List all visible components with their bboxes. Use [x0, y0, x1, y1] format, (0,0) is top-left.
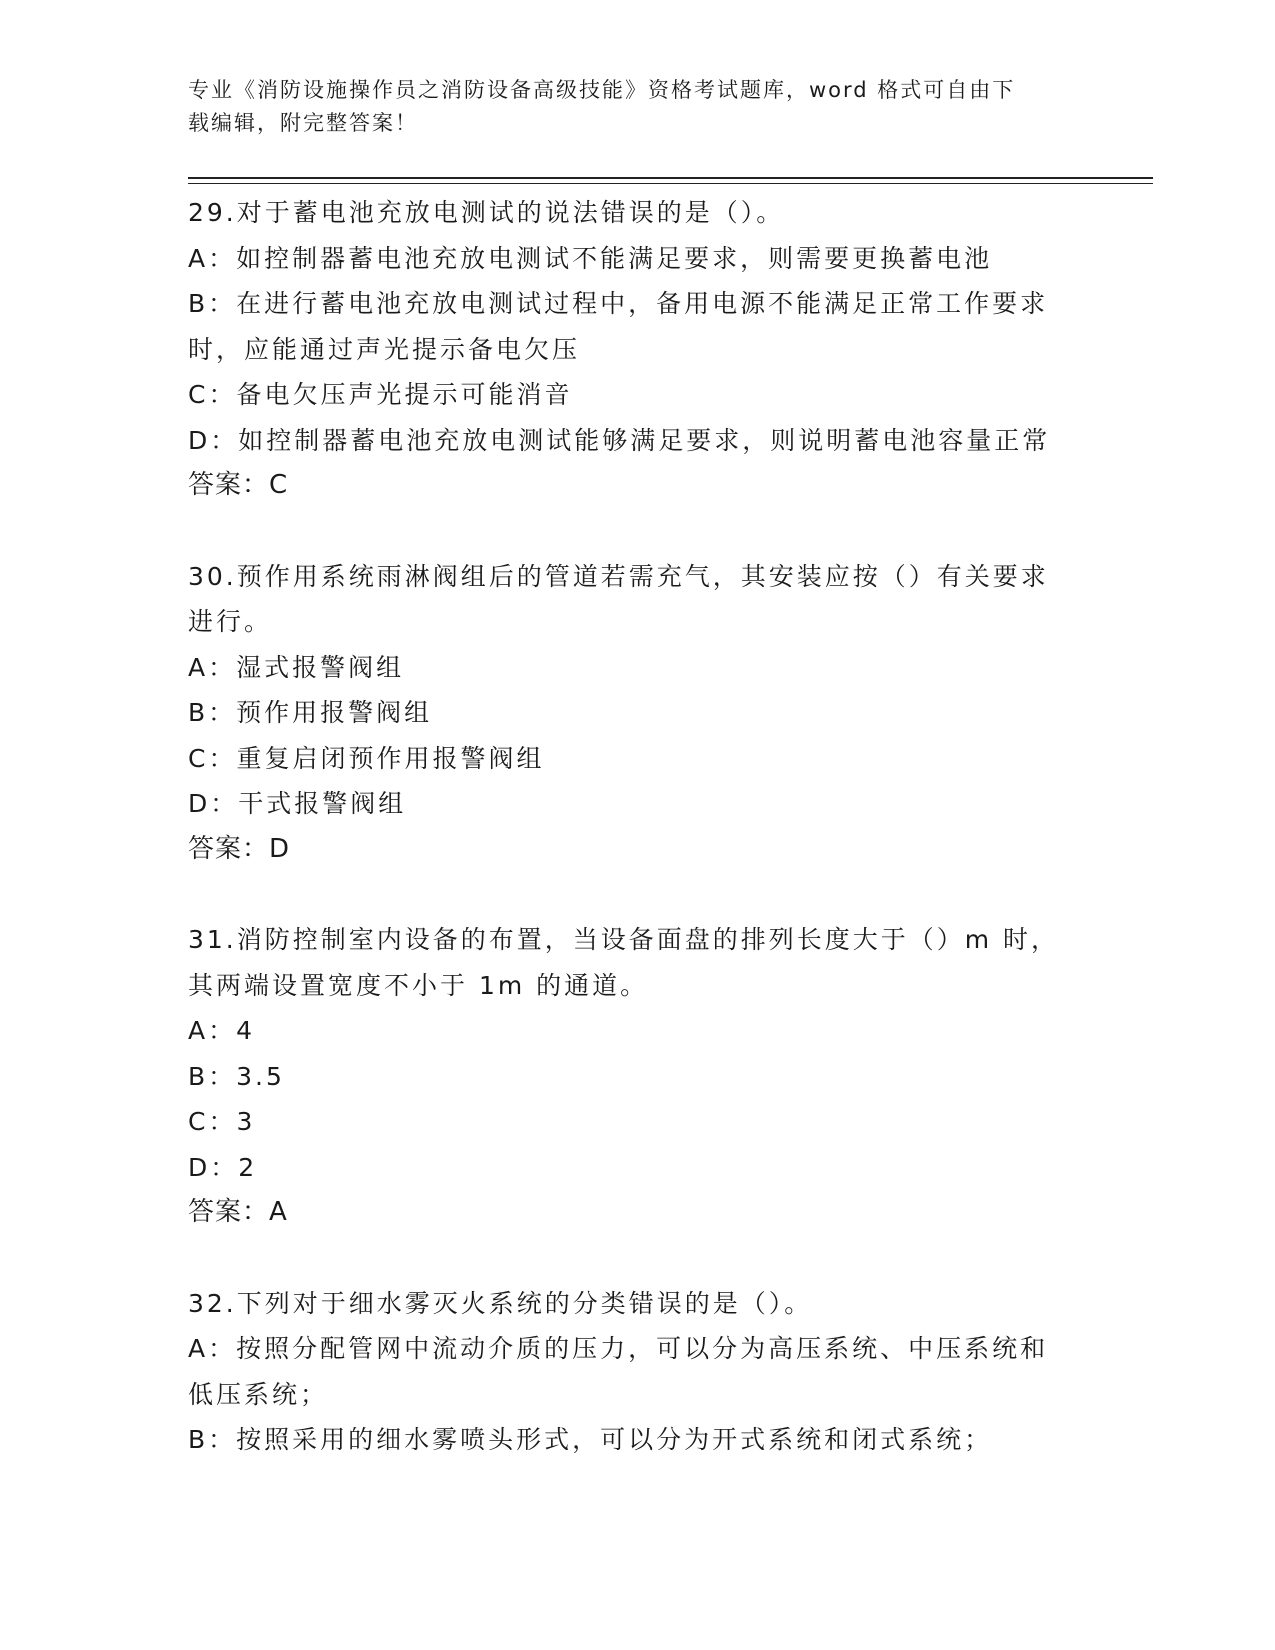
- answer: 答案：C: [188, 470, 289, 500]
- option-b: B：3.5: [188, 1061, 285, 1091]
- question-32: [188, 1281, 1083, 1463]
- option-a: A：4: [188, 1016, 256, 1045]
- answer: 答案：D: [188, 833, 291, 864]
- option-c: C：备电欠压声光提示可能消音: [188, 380, 573, 409]
- option-d: D：2: [188, 1152, 258, 1182]
- option-a: A：湿式报警阀组: [188, 652, 405, 682]
- question-spacer: [188, 1236, 1083, 1281]
- option-b-continued: 时，应能通过声光提示备电欠压: [188, 334, 581, 364]
- option-c: C：3: [188, 1107, 256, 1136]
- document-header: [188, 74, 1078, 140]
- option-d: D：如控制器蓄电池充放电测试能够满足要求，则说明蓄电池容量正常: [188, 425, 1051, 455]
- header-line-1: 专业《消防设施操作员之消防设备高级技能》资格考试题库，word 格式可自由下: [188, 78, 1016, 102]
- question-spacer: [188, 872, 1083, 917]
- question-29: [188, 190, 1083, 509]
- header-line-2: 载编辑，附完整答案！: [188, 111, 418, 135]
- option-b: B：预作用报警阀组: [188, 698, 433, 727]
- option-b: B：按照采用的细水雾喷头形式，可以分为开式系统和闭式系统；: [188, 1425, 993, 1454]
- option-b: B：在进行蓄电池充放电测试过程中，备用电源不能满足正常工作要求: [188, 289, 1049, 318]
- question-30: [188, 554, 1083, 873]
- question-spacer: [188, 509, 1083, 554]
- option-c: C：重复启闭预作用报警阀组: [188, 743, 545, 773]
- question-stem: 32.下列对于细水雾灭火系统的分类错误的是（）。: [188, 1288, 813, 1318]
- option-d: D：干式报警阀组: [188, 789, 407, 818]
- option-a: A：按照分配管网中流动介质的压力，可以分为高压系统、中压系统和: [188, 1334, 1049, 1363]
- option-a: A：如控制器蓄电池充放电测试不能满足要求，则需要更换蓄电池: [188, 243, 993, 273]
- question-stem-continued: 其两端设置宽度不小于 1m 的通道。: [188, 970, 649, 1000]
- option-a-continued: 低压系统；: [188, 1379, 329, 1409]
- question-stem-continued: 进行。: [188, 607, 273, 636]
- question-list: [188, 190, 1083, 1463]
- question-31: [188, 917, 1083, 1236]
- header-rule-thin: [188, 183, 1153, 184]
- question-stem: 30.预作用系统雨淋阀组后的管道若需充气，其安装应按（）有关要求: [188, 561, 1049, 591]
- question-stem: 31.消防控制室内设备的布置，当设备面盘的排列长度大于（）m 时，: [188, 925, 1060, 954]
- header-rule-thick: [188, 177, 1153, 179]
- question-stem: 29.对于蓄电池充放电测试的说法错误的是（）。: [188, 198, 785, 227]
- answer: 答案：A: [188, 1197, 288, 1227]
